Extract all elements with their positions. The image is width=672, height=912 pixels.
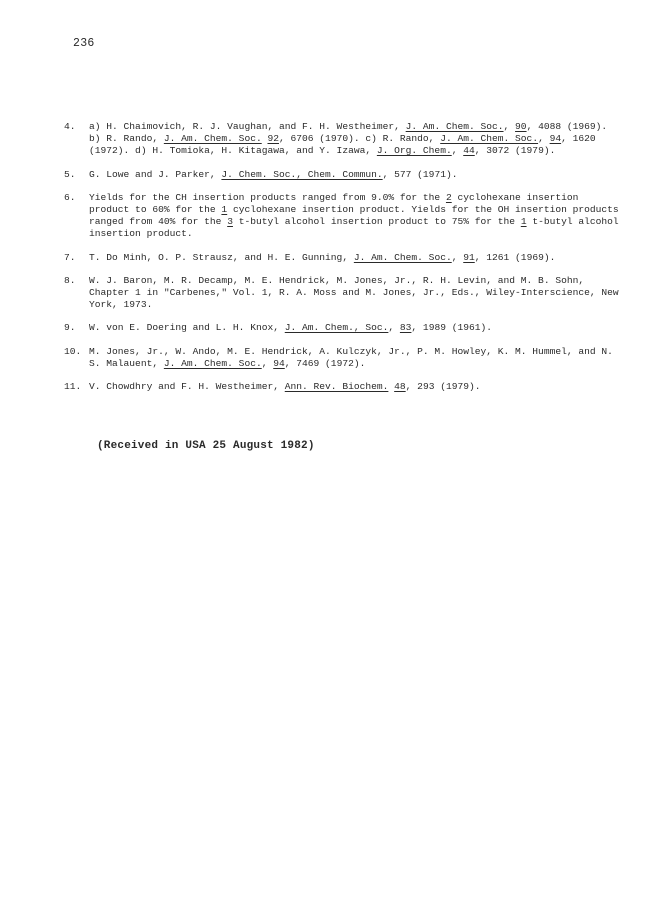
reference-list	[64, 121, 624, 404]
citation-text: , 7469 (1972).	[284, 357, 366, 369]
reference-number: 7.	[64, 251, 76, 263]
reference-item	[64, 346, 624, 370]
underlined-citation: Ann. Rev. Biochem.	[284, 381, 389, 393]
citation-text: W. von E. Doering and L. H. Knox,	[89, 322, 285, 334]
citation-text: ,	[388, 322, 400, 334]
citation-text: , 293 (1979).	[405, 381, 481, 393]
reference-text	[89, 252, 624, 264]
underlined-citation: 1	[520, 216, 527, 228]
reference-number: 5.	[64, 168, 76, 180]
underlined-citation: J. Chem. Soc., Chem. Commun.	[221, 168, 383, 180]
citation-text: a) H. Chaimovich, R. J. Vaughan, and F. H. Westheimer,	[89, 121, 406, 132]
reference-number: 9.	[64, 322, 76, 334]
reference-item	[64, 322, 624, 334]
underlined-citation: J. Am. Chem. Soc.	[440, 133, 539, 145]
citation-text: W. J. Baron, M. R. Decamp, M. E. Hendrick, M. Jones, Jr., R. H. Levin, and M. B. Sohn, Chapter 1 in "Carbenes," Vol. 1, R. A. Moss and M. Jones, Jr., Eds., Wiley-Interscience, New York, 1973.	[89, 274, 619, 311]
reference-item	[64, 252, 624, 264]
citation-text: t-butyl alcohol insertion product.	[89, 216, 619, 240]
citation-text: cyclohexane insertion product to 60% for the	[89, 191, 579, 216]
underlined-citation: J. Am. Chem. Soc.	[163, 357, 262, 369]
underlined-citation: 91	[463, 251, 475, 263]
citation-text: ,	[538, 133, 550, 145]
citation-text: , 577 (1971).	[382, 168, 458, 180]
citation-text: Yields for the CH insertion products ranged from 9.0% for the	[89, 191, 446, 203]
reference-text	[89, 192, 624, 241]
underlined-citation: 94	[549, 133, 562, 145]
reference-text	[89, 381, 624, 393]
reference-item	[64, 192, 624, 241]
underlined-citation: 90	[515, 121, 527, 132]
reference-item	[64, 169, 624, 181]
reference-item	[64, 121, 624, 158]
reference-text	[89, 275, 624, 312]
reference-number: 8.	[64, 274, 76, 286]
citation-text: T. Do Minh, O. P. Strausz, and H. E. Gunning,	[89, 251, 354, 263]
citation-text: ,	[503, 121, 516, 132]
citation-text: , 1261 (1969).	[474, 251, 556, 263]
underlined-citation: J. Am. Chem. Soc.	[353, 251, 452, 263]
reference-text	[89, 169, 624, 181]
reference-text	[89, 346, 624, 370]
citation-text: ,	[261, 357, 274, 369]
reference-text	[89, 322, 624, 334]
underlined-citation: 3	[227, 216, 233, 228]
underlined-citation: 94	[273, 357, 285, 369]
page-number: 236	[73, 37, 95, 50]
underlined-citation: J. Am. Chem. Soc.	[405, 121, 504, 132]
citation-text: , 6706 (1970). c) R. Rando,	[279, 133, 441, 145]
underlined-citation: 83	[399, 322, 412, 334]
underlined-citation: J. Am. Chem. Soc.	[163, 133, 262, 145]
underlined-citation: J. Am. Chem., Soc.	[284, 322, 389, 334]
underlined-citation: 92	[267, 133, 279, 145]
citation-text: V. Chowdhry and F. H. Westheimer,	[89, 381, 285, 393]
reference-item	[64, 275, 624, 312]
citation-text: cyclohexane insertion product. Yields for the OH insertion products ranged from 40% for the	[89, 204, 619, 228]
citation-text: , 4088 (1969). b) R. Rando,	[89, 121, 608, 145]
received-note: (Received in USA 25 August 1982)	[97, 440, 315, 452]
citation-text: ,	[451, 251, 464, 263]
reference-number: 4.	[64, 121, 76, 132]
underlined-citation: 2	[445, 191, 452, 203]
citation-text: t-butyl alcohol insertion product to 75% for the	[232, 216, 521, 228]
reference-text	[89, 121, 624, 158]
citation-text: , 1620 (1972). d) H. Tomioka, H. Kitagawa, and Y. Izawa,	[89, 133, 596, 157]
citation-text: ,	[451, 145, 464, 157]
citation-text: , 1989 (1961).	[411, 322, 493, 334]
citation-text: , 3072 (1979).	[474, 145, 556, 157]
underlined-citation: 44	[463, 145, 475, 157]
citation-text: M. Jones, Jr., W. Ando, M. E. Hendrick, A. Kulczyk, Jr., P. M. Howley, K. M. Hummel, and N. S. Malauent,	[89, 345, 613, 369]
underlined-citation: 48	[394, 381, 406, 393]
reference-item	[64, 381, 624, 393]
reference-number: 11.	[64, 381, 82, 393]
reference-number: 6.	[64, 191, 76, 203]
underlined-citation: 1	[221, 204, 228, 216]
reference-number: 10.	[64, 345, 82, 357]
underlined-citation: J. Org. Chem.	[376, 145, 452, 157]
citation-text: G. Lowe and J. Parker,	[89, 168, 222, 180]
